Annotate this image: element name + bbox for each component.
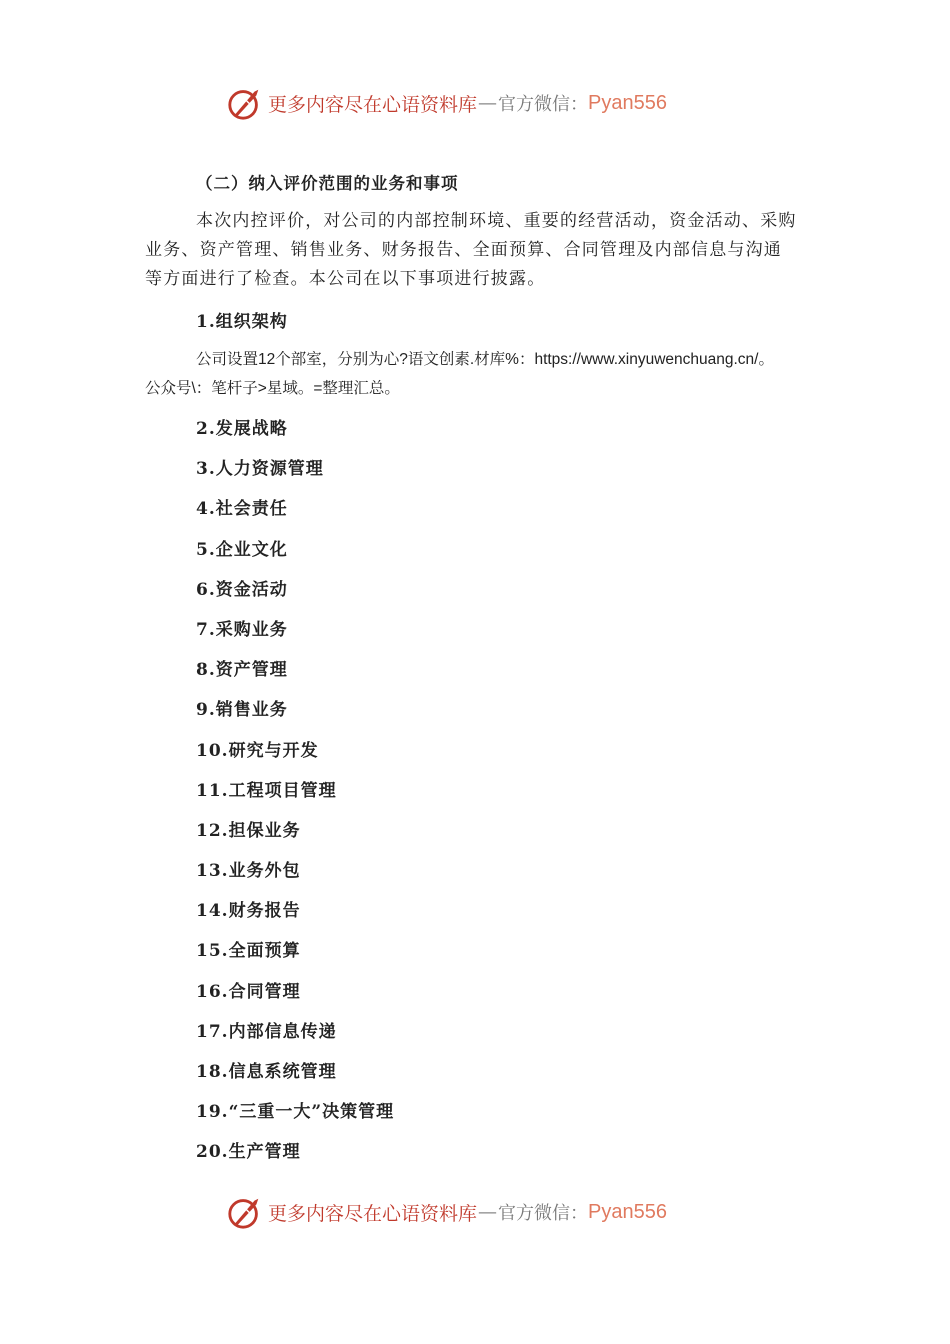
- list-item: 18.信息系统管理: [196, 1062, 337, 1082]
- banner-dash: —: [478, 92, 498, 114]
- list-item: 12.担保业务: [196, 820, 301, 841]
- banner-wechat-id: Pyan556: [588, 1200, 667, 1223]
- list-item: 4.社会责任: [196, 499, 288, 520]
- section-title: （二）纳入评价范围的业务和事项: [196, 174, 459, 193]
- header-banner: [226, 83, 667, 123]
- banner-text: 更多内容尽在心语资料库: [268, 1202, 478, 1225]
- banner-text: 更多内容尽在心语资料库: [268, 93, 478, 116]
- banner-wechat-id: Pyan556: [588, 91, 667, 114]
- list-item: 19.“三重一大”决策管理: [196, 1102, 395, 1123]
- quill-logo-icon: [226, 1193, 264, 1231]
- list-item: 11.工程项目管理: [196, 780, 337, 801]
- banner-wechat-label: 官方微信：: [498, 1203, 589, 1224]
- intro-paragraph: 本次内控评价，对公司的内部控制环境、重要的经营活动，资金活动、采购业务、资产管理、销售业务、财务报告、全面预算、合同管理及内部信息与沟通等方面进行了检查。本公司在以下事项进行披露。: [145, 211, 797, 289]
- list-item: 20.生产管理: [196, 1142, 301, 1163]
- footer-banner: [226, 1192, 667, 1232]
- list-item: 13.业务外包: [196, 861, 301, 882]
- quill-logo-icon: [226, 84, 264, 122]
- item-list: [196, 414, 394, 1178]
- list-item: 3.人力资源管理: [196, 459, 324, 480]
- list-item: 8.资产管理: [196, 660, 288, 681]
- item-heading-org: 1.组织架构: [196, 312, 288, 332]
- list-item: 7.采购业务: [196, 619, 288, 640]
- list-item: 9.销售业务: [196, 700, 288, 721]
- list-item: 17.内部信息传递: [196, 1021, 337, 1042]
- list-item: 14.财务报告: [196, 901, 301, 922]
- list-item: 15.全面预算: [196, 941, 301, 962]
- list-item: 2.发展战略: [196, 419, 288, 439]
- list-item: 16.合同管理: [196, 981, 301, 1002]
- list-item: 10.研究与开发: [196, 740, 319, 761]
- list-item: 5.企业文化: [196, 539, 288, 560]
- banner-wechat-label: 官方微信：: [498, 94, 589, 115]
- list-item: 6.资金活动: [196, 579, 288, 600]
- banner-dash: —: [478, 1201, 498, 1223]
- org-structure-text: 公司设置12个部室，分别为心?语文创素.材库%：https://www.xinyuwenchuang.cn/。公众号\：笔杆子>星域。=整理汇总。: [145, 351, 774, 397]
